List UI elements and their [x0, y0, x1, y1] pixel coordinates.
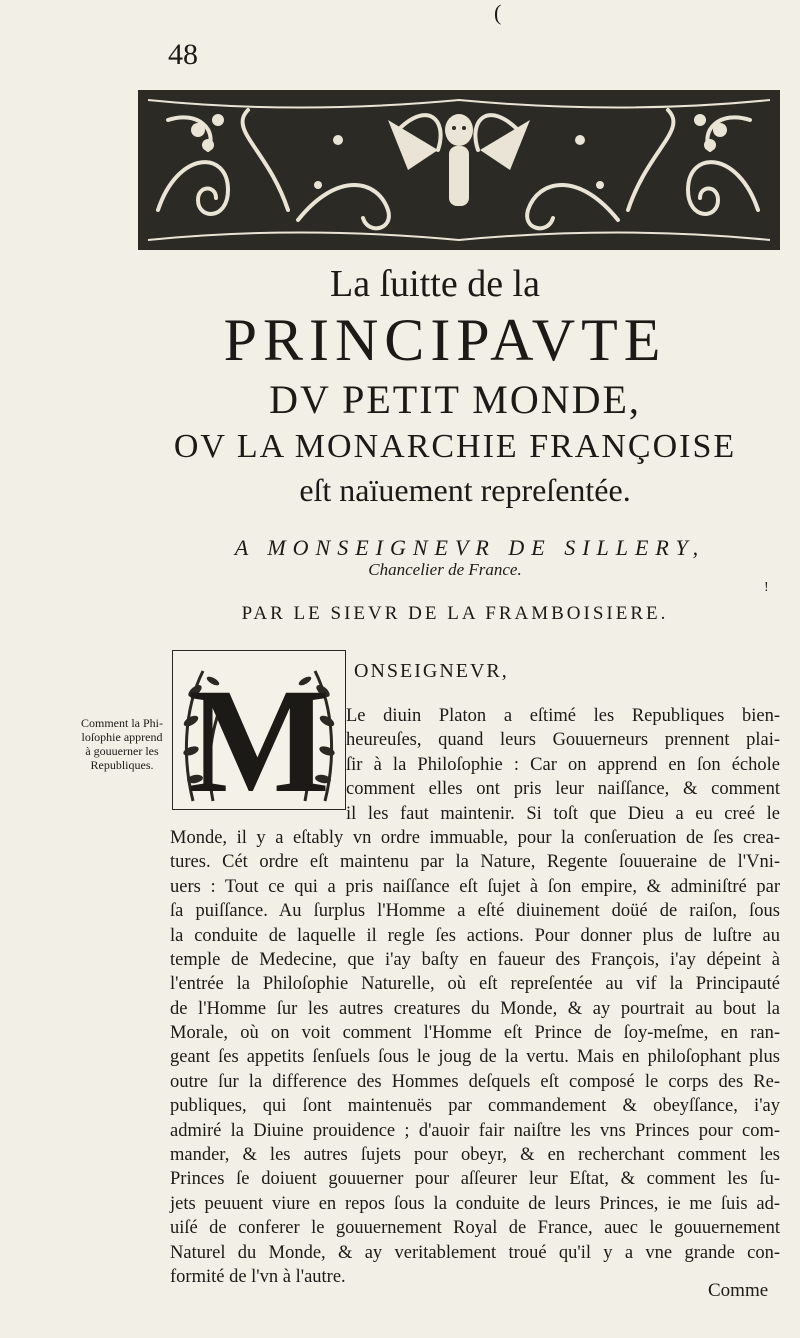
body-line: uers : Tout ce qui a pris naiſſance eſt ſujet à ſon empire, & adminiſtré par	[170, 876, 780, 897]
title-line-2: PRINCIPAVTE	[223, 307, 667, 373]
margin-note	[66, 716, 178, 772]
ornamental-headpiece	[138, 90, 780, 250]
margin-note-line: Comment la Phi-	[81, 716, 163, 730]
dedication-line: A MONSEIGNEVR DE SILLERY,	[234, 535, 706, 560]
body-line: la conduite de laquelle il regle ſes actions. Pour donner plus de luſtre au	[170, 925, 780, 946]
catchword: Comme	[708, 1280, 769, 1301]
title-line-4: OV LA MONARCHIE FRANÇOISE	[173, 428, 737, 465]
author-line: PAR LE SIEVR DE LA FRAMBOISIERE.	[241, 603, 669, 624]
body-line: jets peuuent viure en repos ſous la conduite de leurs Princes, ie me ſuis ad-	[170, 1193, 780, 1214]
body-line: outre ſur la difference des Hommes deſquels eſt composé le corps des Re-	[170, 1071, 780, 1092]
body-line: Le diuin Platon a eſtimé les Republiques bien-	[346, 706, 780, 726]
body-line: geant ſes appetits ſenſuels ſous le joug de la vertu. Mais en philoſophant plus	[170, 1047, 780, 1068]
body-line: temple de Medecine, que i'ay baſty en faueur des François, i'ay dépeint à	[170, 949, 780, 970]
body-line: comment elles ont pris leur naiſſance, & comment	[346, 779, 780, 800]
dedication-subtitle: Chancelier de France.	[368, 560, 522, 579]
body-line: uiſé de conferer le gouuernement Royal de France, auec le gouuernement	[170, 1218, 780, 1239]
page-number: 48	[168, 38, 198, 71]
margin-mark: !	[764, 580, 769, 595]
body-line: Princes ſe doiuent gouuerner pour aſſeurer leur Eſtat, & comment les ſu-	[170, 1169, 780, 1190]
margin-note-line: Republiques.	[90, 758, 154, 772]
title-line-3: DV PETIT MONDE,	[269, 377, 641, 422]
body-line: Naturel du Monde, & ay veritablement troué qu'il y a vne grande con-	[170, 1242, 780, 1263]
body-line: il les faut maintenir. Si toſt que Dieu a eu creé le	[346, 803, 780, 824]
body-line: l'entrée la Philoſophie Naturelle, où eſt repreſentée au vif la Principauté	[170, 974, 780, 995]
margin-note-line: à gouuerner les	[85, 744, 159, 758]
body-line: ſir à la Philoſophie : Car on apprend en ſon échole	[346, 754, 780, 775]
body-line: Monde, il y a eſtably vn ordre immuable, pour la conſeruation de ſes crea-	[170, 827, 780, 848]
body-line: Morale, où on voit comment l'Homme eſt Prince de ſoy-meſme, en ran-	[170, 1023, 780, 1044]
body-line: mander, & les autres ſujets pour obeyr, & en recherchant comment les	[170, 1145, 780, 1166]
body-text	[170, 704, 780, 1289]
body-line: heureuſes, quand leurs Gouuerneurs prennent plai-	[346, 730, 780, 751]
body-line: de l'Homme ſur les autres creatures du Monde, & ay pourtrait au bout la	[170, 998, 780, 1019]
body-line: ſa puiſſance. Au ſurplus l'Homme a eſté diuinement doüé de raiſon, ſous	[170, 901, 780, 922]
dropcap-letter: M	[188, 658, 330, 810]
title-line-1: La ſuitte de la	[330, 263, 540, 305]
body-line: tures. Cét ordre eſt maintenu par la Nature, Regente ſouueraine de l'Vni-	[170, 852, 780, 873]
title-line-5: eſt naïuement repreſentée.	[299, 472, 631, 508]
body-line: admiré la Diuine prouidence ; d'auoir fair naiſtre les vns Princes pour com-	[170, 1120, 780, 1141]
body-line: publiques, qui ſont maintenuës par commandement & obeyſſance, i'ay	[170, 1096, 780, 1117]
salutation: ONSEIGNEVR,	[354, 660, 509, 682]
margin-note-line: loſophie apprend	[81, 730, 163, 744]
top-mark: (	[494, 0, 502, 25]
body-line: formité de l'vn à l'autre.	[170, 1266, 346, 1287]
